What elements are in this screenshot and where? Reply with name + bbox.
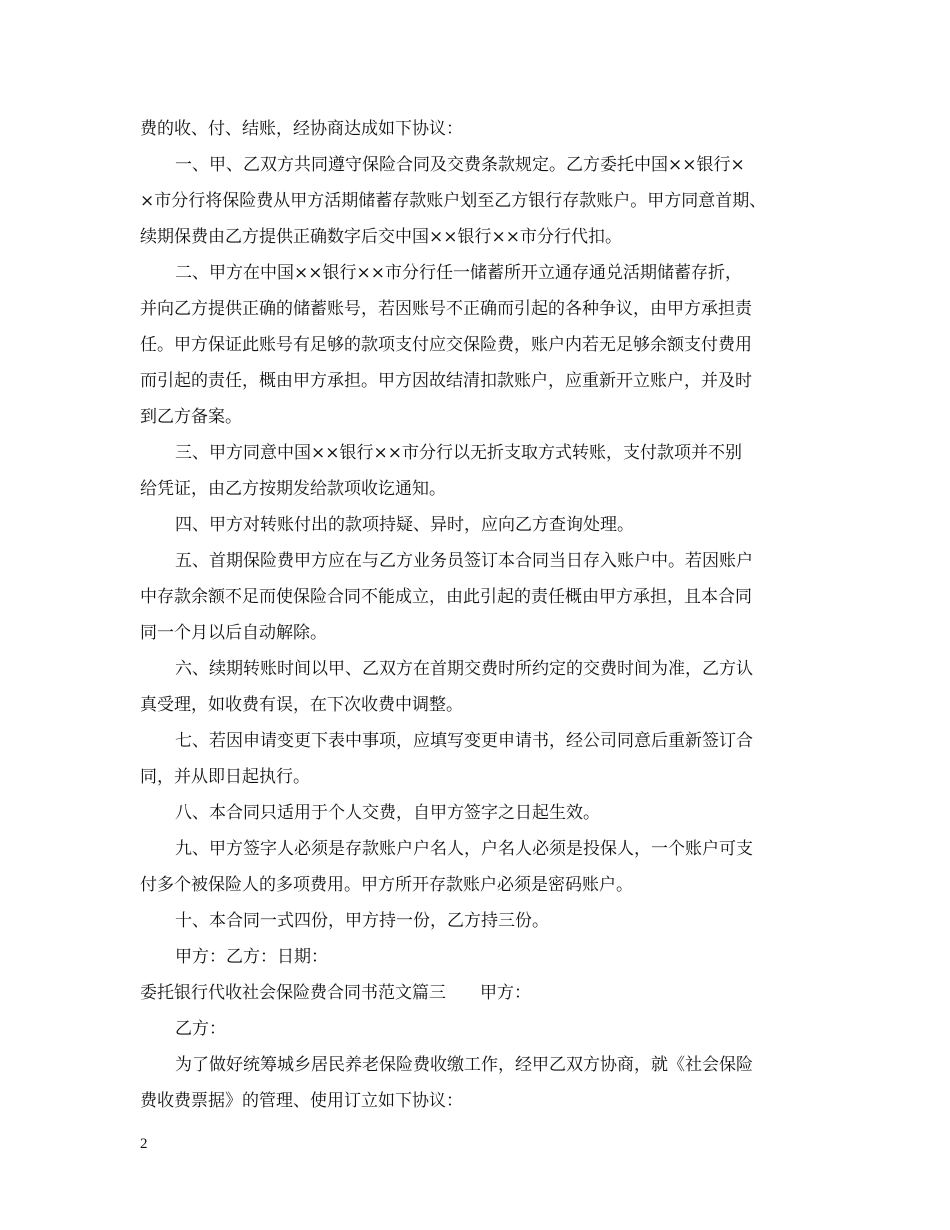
clause-2-line: 并向乙方提供正确的储蓄账号，若因账号不正确而引起的各种争议，由甲方承担责 (140, 299, 752, 319)
clause-1-line: 续期保费由乙方提供正确数字后交中国××银行××市分行代扣。 (140, 227, 622, 247)
clause-3-line: 三、甲方同意中国××银行××市分行以无折支取方式转账，支付款项并不别 (175, 443, 742, 463)
clause-7-line: 同，并从即日起执行。 (140, 767, 310, 787)
clause-5-line: 同一个月以后自动解除。 (140, 623, 327, 643)
intro-line: 为了做好统筹城乡居民养老保险费收缴工作，经甲乙双方协商，就《社会保险 (175, 1055, 753, 1075)
party-a-label: 甲方： (480, 983, 531, 1003)
signature-line: 甲方：乙方：日期： (175, 947, 328, 967)
clause-2-line: 到乙方备案。 (140, 407, 242, 427)
clause-9-line: 付多个被保险人的多项费用。甲方所开存款账户必须是密码账户。 (140, 875, 633, 895)
clause-10-line: 十、本合同一式四份，甲方持一份，乙方持三份。 (175, 911, 549, 931)
clause-1-line: ×市分行将保险费从甲方活期储蓄存款账户划至乙方银行存款账户。甲方同意首期、 (140, 191, 767, 211)
clause-2-line: 而引起的责任，概由甲方承担。甲方因故结清扣款账户，应重新开立账户，并及时 (140, 371, 752, 391)
clause-1-line: 一、甲、乙双方共同遵守保险合同及交费条款规定。乙方委托中国××银行× (175, 155, 745, 175)
clause-3-line: 给凭证，由乙方按期发给款项收讫通知。 (140, 479, 446, 499)
clause-9-line: 九、甲方签字人必须是存款账户户名人，户名人必须是投保人，一个账户可支 (175, 839, 753, 859)
clause-2-line: 二、甲方在中国××银行××市分行任一储蓄所开立通存通兑活期储蓄存折， (175, 263, 742, 283)
clause-6-line: 六、续期转账时间以甲、乙双方在首期交费时所约定的交费时间为准，乙方认 (175, 659, 753, 679)
clause-4-line: 四、甲方对转账付出的款项持疑、异时，应向乙方查询处理。 (175, 515, 634, 535)
text-line: 费的收、付、结账，经协商达成如下协议： (140, 119, 463, 139)
section-title: 委托银行代收社会保险费合同书范文篇三 (140, 983, 446, 1003)
clause-7-line: 七、若因申请变更下表中事项，应填写变更申请书，经公司同意后重新签订合 (175, 731, 753, 751)
clause-6-line: 真受理，如收费有误，在下次收费中调整。 (140, 695, 463, 715)
clause-5-line: 中存款余额不足而使保险合同不能成立，由此引起的责任概由甲方承担，且本合同 (140, 587, 752, 607)
party-b-label: 乙方： (175, 1019, 226, 1039)
intro-line: 费收费票据》的管理、使用订立如下协议： (140, 1091, 463, 1111)
section-heading-line (140, 975, 840, 1011)
page-number: 2 (140, 1136, 148, 1152)
clause-8-line: 八、本合同只适用于个人交费，自甲方签字之日起生效。 (175, 803, 600, 823)
clause-2-line: 任。甲方保证此账号有足够的款项支付应交保险费，账户内若无足够余额支付费用 (140, 335, 752, 355)
contract-body (140, 111, 840, 1119)
clause-5-line: 五、首期保险费甲方应在与乙方业务员签订本合同当日存入账户中。若因账户 (175, 551, 753, 571)
